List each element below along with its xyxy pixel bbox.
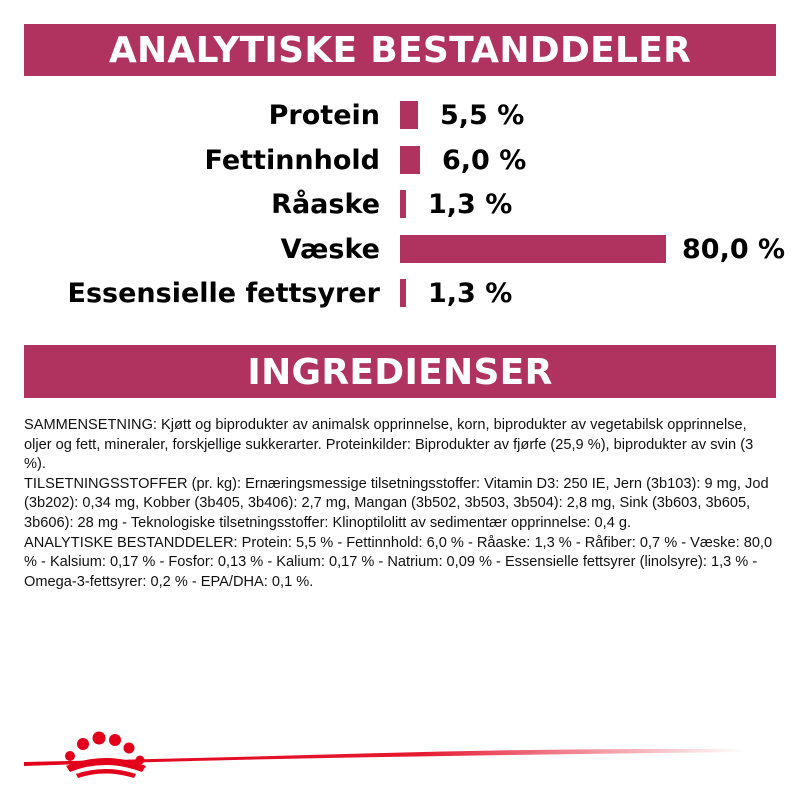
nutrient-bar: [400, 146, 420, 174]
nutrient-label: Fettinnhold: [204, 144, 380, 176]
crown-icon: [56, 722, 154, 780]
nutrient-row: [0, 141, 800, 181]
nutrient-label: Væske: [280, 233, 380, 265]
analytic-title-banner: [24, 24, 776, 76]
additives-text: TILSETNINGSSTOFFER (pr. kg): Ernæringsmessige tilsetningsstoffer: Vitamin D3: 250 IE, Jern (3b103): 9 mg, Jod (3b202): 0,34 mg, Kobber (3b405, 3b406): 2,7 mg, Mangan (3b502, 3b503, 3b504): 2,8 mg, Sink (3b603, 3b605, 3b606): 28 mg - Teknologiske tilsetningsstoffer: Klinoptilolitt av sedimentær opprinnelse: 0,4 g.: [24, 475, 769, 531]
nutrient-row: [0, 96, 800, 136]
nutrient-bar: [400, 279, 406, 307]
nutrient-value: 1,3 %: [428, 278, 513, 309]
nutrient-row: [0, 185, 800, 225]
nutrient-row: [0, 230, 800, 270]
ingredients-title: INGREDIENSER: [247, 352, 553, 393]
analytic-title: ANALYTISKE BESTANDDELER: [108, 30, 692, 71]
nutrient-value: 6,0 %: [442, 144, 527, 176]
nutrient-value: 5,5 %: [440, 100, 525, 131]
nutrient-bar: [400, 235, 666, 263]
analytic-constituents-text: ANALYTISKE BESTANDDELER: Protein: 5,5 % - Fettinnhold: 6,0 % - Råaske: 1,3 % - Råfiber: 0,7 % - Væske: 80,0 % - Kalsium: 0,17 % - Fosfor: 0,13 % - Kalium: 0,17 % - Natrium: 0,09 % - Essensielle fettsyrer (linolsyre): 1,3 % - Omega-3-fettsyrer: 0,2 % - EPA/DHA: 0,1 %.: [24, 534, 773, 590]
nutrient-value: 1,3 %: [428, 189, 513, 220]
nutrient-label: Essensielle fettsyrer: [67, 278, 380, 309]
ingredients-title-banner: [24, 345, 776, 398]
nutrient-label: Råaske: [271, 189, 380, 220]
composition-text: SAMMENSETNING: Kjøtt og biprodukter av animalsk opprinnelse, korn, biprodukter av vegetabilsk opprinnelse, oljer og fett, mineraler, forskjellige sukkerarter. Proteinkilder: Biprodukter av fjørfe (25,9 %), biprodukter av svin (3 %).: [24, 417, 754, 473]
nutrient-label: Protein: [268, 100, 380, 131]
nutrient-bar: [400, 190, 406, 218]
ingredients-text: [24, 416, 776, 592]
nutrient-bar: [400, 101, 418, 129]
nutrient-row: [0, 274, 800, 314]
nutrient-value: 80,0 %: [682, 233, 786, 265]
